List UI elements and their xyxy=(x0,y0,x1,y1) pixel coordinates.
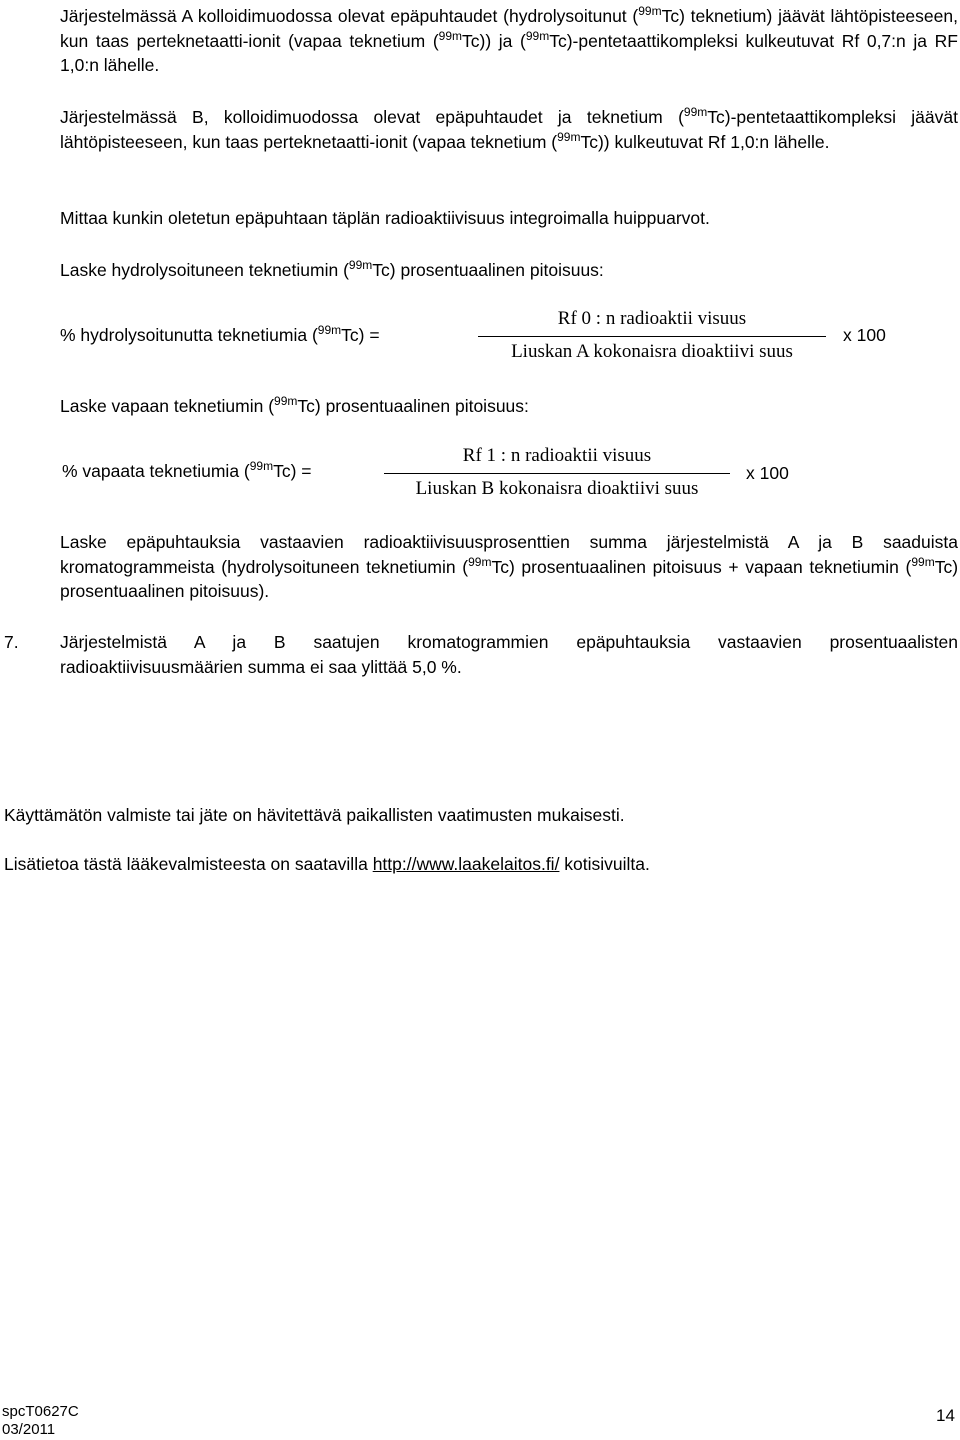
isotope-superscript: 99m xyxy=(468,554,492,569)
formula-fraction xyxy=(478,308,826,363)
isotope-superscript: 99m xyxy=(557,129,581,144)
isotope-superscript: 99m xyxy=(525,28,550,43)
formula-fraction xyxy=(384,445,730,500)
document-code: spcT0627C xyxy=(2,1403,79,1420)
fraction-denominator: Liuskan A kokonaisra dioaktiivi suus xyxy=(511,341,793,362)
paragraph-system-b: Järjestelmässä B, kolloidimuodossa olevat epäpuhtaudet ja teknetium ($^{99m}$Tc)-pentetaattikompleksi jäävät lähtöpisteeseen, kun taas perteknetaatti-ionit (vapaa teknetium ($^{99m}$Tc)) kulkeutuvat Rf 1,0:n lähelle. xyxy=(60,105,958,152)
paragraph-hydrolysed-intro: Laske hydrolysoituneen teknetiumin ($^{99m}$Tc) prosentuaalinen pitoisuus: xyxy=(60,258,604,280)
paragraph-system-a: Järjestelmässä A kolloidimuodossa olevat epäpuhtaudet (hydrolysoitunut ($^{99m}$Tc) teknetium) jäävät lähtöpisteeseen, kun taas perteknetaatti-ionit (vapaa teknetium ($^{99m}$Tc)) ja ($^{99m}$Tc)-pentetaattikompleksi kulkeutuvat Rf 0,7:n ja RF 1,0:n lähelle. xyxy=(60,4,958,75)
isotope-superscript: 99m xyxy=(274,394,298,408)
fraction-denominator: Liuskan B kokonaisra dioaktiivi suus xyxy=(415,478,699,499)
fraction-numerator: Rf 1 : n radioaktii visuus xyxy=(462,445,652,466)
formula-multiplier: x 100 xyxy=(746,463,789,483)
further-information: Lisätietoa tästä lääkevalmisteesta on saatavilla http://www.laakelaitos.fi/ kotisivuilta. xyxy=(4,854,650,874)
isotope-superscript: 99m xyxy=(911,554,935,569)
fraction-numerator: Rf 0 : n radioaktii visuus xyxy=(557,308,747,329)
isotope-superscript: 99m xyxy=(683,105,708,119)
isotope-superscript: 99m xyxy=(638,4,662,18)
paragraph-sum: Laske epäpuhtauksia vastaavien radioaktiivisuusprosenttien summa järjestelmistä A ja B saaduista kromatogrammeista (hydrolysoituneen teknetiumin ($^{99m}$Tc) prosentuaalinen pitoisuus + vapaan teknetiumin ($^{99m}$Tc) prosentuaalinen pitoisuus). xyxy=(60,532,959,601)
list-item-number: 7. xyxy=(4,632,19,652)
formula-lhs: % hydrolysoitunutta teknetiumia ($^{99m}$Tc) = xyxy=(60,323,380,345)
website-link[interactable]: http://www.laakelaitos.fi/ xyxy=(372,854,560,874)
document-date: 03/2011 xyxy=(2,1421,56,1438)
list-item-text: Järjestelmistä A ja B saatujen kromatogrammien epäpuhtauksia vastaavien prosentuaalisten radioaktiivisuusmäärien summa ei saa ylittää 5,0 %. xyxy=(60,632,958,677)
disposal-statement: Käyttämätön valmiste tai jäte on hävitettävä paikallisten vaatimusten mukaisesti. xyxy=(4,805,625,825)
isotope-superscript: 99m xyxy=(249,459,274,473)
formula-lhs: % vapaata teknetiumia ($^{99m}$Tc) = xyxy=(62,459,312,481)
isotope-superscript: 99m xyxy=(317,323,342,337)
paragraph-measure: Mittaa kunkin oletetun epäpuhtaan täplän radioaktiivisuus integroimalla huippuarvot. xyxy=(60,208,710,228)
formula-multiplier: x 100 xyxy=(843,325,886,345)
isotope-superscript: 99m xyxy=(348,258,373,272)
paragraph-free-intro: Laske vapaan teknetiumin ($^{99m}$Tc) prosentuaalinen pitoisuus: xyxy=(60,394,529,416)
page-number: 14 xyxy=(936,1406,955,1425)
isotope-superscript: 99m xyxy=(438,28,462,43)
